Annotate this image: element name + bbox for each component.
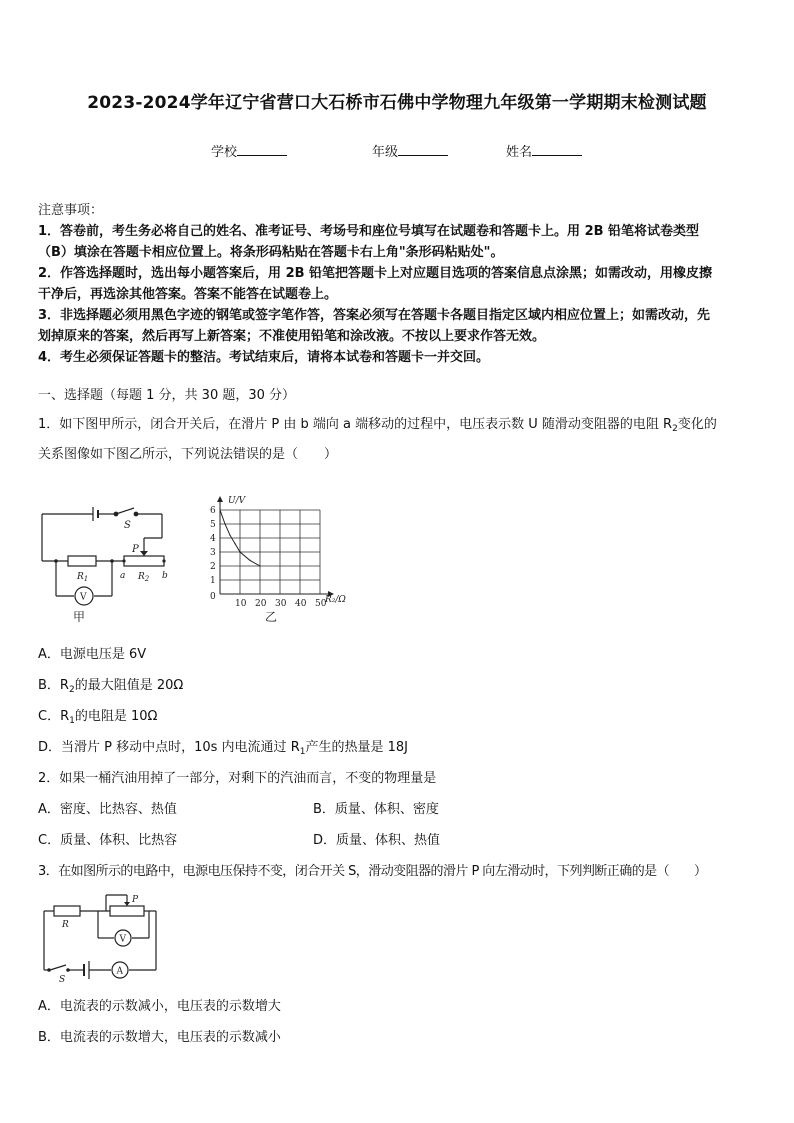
- school-blank: [237, 143, 287, 156]
- q1-option-d: [38, 737, 408, 763]
- voltmeter-label: V: [80, 592, 87, 603]
- data-point: [224, 523, 225, 524]
- resistor-r1: [68, 556, 96, 566]
- data-point: [239, 551, 240, 552]
- q3-switch-blade: [50, 965, 66, 970]
- grade-blank: [398, 143, 448, 156]
- y-tick-label: 5: [210, 520, 216, 530]
- q1-option-d-part-2: 产生的热量是 18J: [305, 740, 408, 755]
- q3-circuit-figure: [38, 892, 163, 982]
- q2-option-b: B．质量、体积、密度: [313, 802, 439, 817]
- slider-arrow: [140, 551, 148, 556]
- notice-item-1-line-2: （B）填涂在答题卡相应位置上。将条形码粘贴在答题卡右上角"条形码粘贴处"。: [38, 245, 504, 260]
- q2-stem: 2．如果一桶汽油用掉了一部分，对剩下的汽油而言，不变的物理量是: [38, 771, 437, 786]
- q3-ammeter-label: A: [116, 966, 123, 977]
- notice-item-2-line-1: 2．作答选择题时，选出每小题答案后，用 2B 铅笔把答题卡上对应题目选项的答案信息点涂黑；如需改动，用橡皮擦: [38, 266, 713, 281]
- x-axis-label: R₂/Ω: [325, 595, 346, 605]
- x-tick-label: 50: [315, 599, 327, 609]
- data-point: [229, 535, 230, 536]
- q1-stem-line-2: 关系图像如下图乙所示，下列说法错误的是（ ）: [38, 447, 338, 462]
- switch-label: S: [124, 520, 131, 531]
- resistor-r2: [124, 556, 164, 566]
- notice-heading: 注意事项：: [38, 203, 104, 218]
- name-label: 姓名: [506, 145, 533, 160]
- y-tick-label: 1: [210, 576, 216, 586]
- page-title: 2023-2024学年辽宁省营口大石桥市石佛中学物理九年级第一学期期末检测试题: [87, 93, 707, 113]
- q1-option-c-part-2: 的电阻是 10Ω: [74, 709, 158, 724]
- school-label: 学校: [211, 145, 238, 160]
- notice-item-1-line-1: 1．答卷前，考生务必将自己的姓名、准考证号、考场号和座位号填写在试题卷和答题卡上。用 2B 铅笔将试卷类型: [38, 224, 700, 239]
- q1-stem-sub: 2: [672, 424, 678, 434]
- grade-label: 年级: [372, 145, 399, 160]
- x-tick-label: 10: [235, 599, 247, 609]
- q1-option-c: [38, 706, 157, 732]
- switch-blade: [116, 508, 134, 514]
- q3-option-b: B．电流表的示数增大，电压表的示数减小: [38, 1030, 281, 1045]
- y-axis-arrow: [217, 496, 223, 502]
- q1-circuit-figure: [36, 500, 186, 625]
- name-blank: [532, 143, 582, 156]
- y-tick-label: 6: [210, 506, 216, 516]
- graph-y-ticks: [210, 506, 216, 586]
- q1-option-a: A．电源电压是 6V: [38, 647, 147, 662]
- q3-switch-label: S: [59, 975, 66, 982]
- graph-grid: [220, 510, 320, 594]
- q1-option-b-part-1: B．R: [38, 678, 69, 693]
- q3-option-a: A．电流表的示数减小，电压表的示数增大: [38, 999, 281, 1014]
- q1-option-b-sub: 2: [68, 685, 75, 695]
- y-tick-label: 2: [210, 562, 216, 572]
- q3-voltmeter-label: V: [119, 934, 126, 945]
- figure-yi-caption: 乙: [265, 610, 278, 624]
- graph-axes: [217, 496, 334, 597]
- q2-option-d: D．质量、体积、热值: [313, 833, 441, 848]
- q1-option-d-part-1: D．当滑片 P 移动中点时，10s 内电流通过 R: [38, 740, 300, 755]
- q2-option-a: A．密度、比热容、热值: [38, 802, 177, 817]
- data-point: [219, 509, 220, 510]
- notice-item-4: 4．考生必须保证答题卡的整洁。考试结束后，请将本试卷和答题卡一并交回。: [38, 350, 490, 365]
- notice-item-3-line-1: 3．非选择题必须用黑色字迹的钢笔或签字笔作答，答案必须写在答题卡各题目指定区域内相应位置上；如需改动，先: [38, 308, 711, 323]
- data-point: [234, 543, 235, 544]
- school-field: [211, 141, 287, 160]
- q3-resistor-label: R: [62, 920, 69, 930]
- graph-x-ticks: [235, 599, 327, 609]
- end-a-label: a: [120, 571, 126, 581]
- grade-field: [372, 141, 448, 160]
- figure-jia-caption: 甲: [73, 610, 86, 624]
- y-tick-label: 4: [210, 534, 216, 544]
- notice-item-2-line-2: 干净后，再选涂其他答案。答案不能答在试题卷上。: [38, 287, 338, 302]
- q1-option-d-sub: 1: [299, 747, 306, 757]
- q1-stem-line-1: [38, 414, 717, 440]
- end-b-label: b: [162, 571, 168, 581]
- r1-label: $R_1$: [77, 572, 89, 583]
- q2-option-c: C．质量、体积、比热容: [38, 833, 178, 848]
- section-1-heading: 一、选择题（每题 1 分，共 30 题，30 分）: [38, 388, 296, 403]
- notice-item-3-line-2: 划掉原来的答案，然后再写上新答案；不准使用铅笔和涂改液。不按以上要求作答无效。: [38, 329, 546, 344]
- q3-slider-label: P: [132, 895, 139, 905]
- q1-graph-figure: [198, 488, 358, 628]
- y-axis-label: U/V: [228, 496, 246, 506]
- y-tick-label: 3: [210, 548, 216, 558]
- q1-option-b-part-2: 的最大阻值是 20Ω: [74, 678, 184, 693]
- data-point: [259, 565, 260, 566]
- r2-label: $R_2$: [138, 572, 150, 583]
- x-tick-label: 20: [255, 599, 267, 609]
- slider-label: P: [132, 544, 139, 555]
- q1-stem-a: 1．如下图甲所示，闭合开关后，在滑片 P 由 b 端向 a 端移动的过程中，电压表示数 U 随滑动变阻器的电阻 R: [38, 417, 673, 432]
- x-tick-label: 40: [295, 599, 307, 609]
- x-tick-label: 30: [275, 599, 287, 609]
- q3-stem: 3．在如图所示的电路中，电源电压保持不变，闭合开关 S，滑动变阻器的滑片 P 向左滑动时，下列判断正确的是（ ）: [38, 864, 707, 879]
- q3-rheostat: [110, 906, 144, 916]
- q1-option-c-sub: 1: [69, 716, 75, 726]
- q3-resistor-r: [54, 906, 80, 916]
- q1-stem-b: 变化的: [677, 417, 717, 432]
- name-field: [506, 141, 582, 160]
- q1-option-c-part-1: C．R: [38, 709, 70, 724]
- graph-origin-label: 0: [210, 592, 216, 602]
- q1-option-b: [38, 675, 183, 701]
- data-point: [249, 560, 250, 561]
